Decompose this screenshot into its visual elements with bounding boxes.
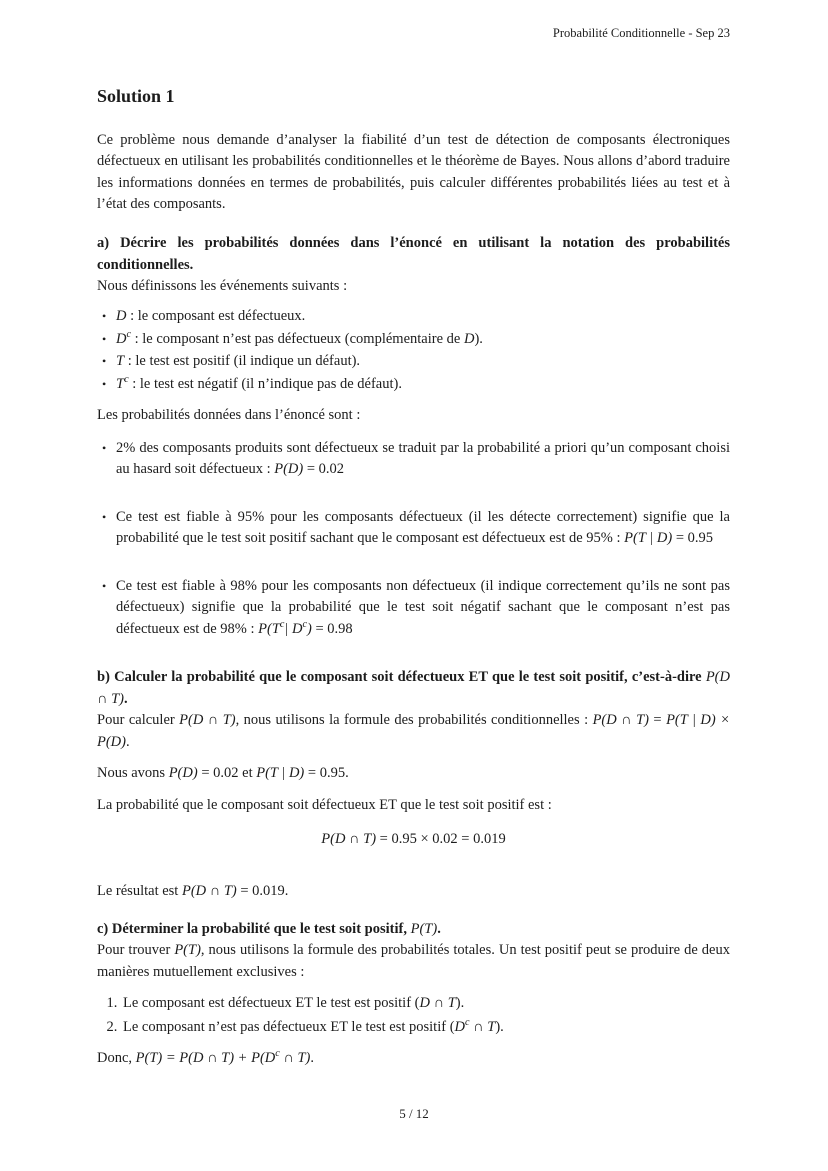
page-footer <box>0 1106 828 1122</box>
section-b-paragraph-2: Nous avons P(D) = 0.02 et P(T | D) = 0.95. <box>97 765 349 781</box>
section-b-heading: b) Calculer la probabilité que le composant soit défectueux ET que le test soit positif, c’est-à-dire P(D ∩ T). <box>97 669 730 707</box>
intro-paragraph: Ce problème nous demande d’analyser la fiabilité d’un test de détection de composants électroniques défectueux en utilisant les probabilités conditionnelles et le théorème de Bayes. Nous allons d’abord traduire les informations données en termes de probabilités, puis calculer différentes probabilités liées au test et à l’état des composants. <box>97 131 730 212</box>
page-number: 5 / 12 <box>399 1106 429 1121</box>
list-item: • Ce test est fiable à 98% pour les composants non défectueux (il indique correctement qu’ils ne sont pas défectueux) signifie que la probabilité que le test soit négatif sachant que le composant n’est pas défectueux est de 98% : $P(T^c|$ $D^c) = 0.98$ <box>116 576 730 641</box>
page-header <box>97 26 730 41</box>
list-item: • 2% des composants produits sont défectueux se traduit par la probabilité a priori qu’un composant choisi au hasard soit défectueux : P(D) = 0.02 <box>116 438 730 481</box>
given-probabilities-list <box>97 438 730 641</box>
section-b-paragraph-1: Pour calculer P(D ∩ T), nous utilisons la formule des probabilités conditionnelles : P(D ∩ T) = P(T | D) × P(D). <box>97 712 730 750</box>
equation-result: P(D ∩ T) = 0.95 × 0.02 = 0.019 <box>321 831 506 847</box>
list-item: 2. Le composant n’est pas défectueux ET le test est positif ($D^c$ ∩ T). <box>121 1017 730 1039</box>
events-list <box>97 306 730 395</box>
list-item: • Ce test est fiable à 95% pour les composants défectueux (il les détecte correctement) signifie que la probabilité que le test soit positif sachant que le composant est défectueux est de 95% : P(T | D) = 0.95 <box>116 507 730 550</box>
list-item: 1. Le composant est défectueux ET le test est positif (D ∩ T). <box>121 993 730 1015</box>
section-a-given-intro: Les probabilités données dans l’énoncé sont : <box>97 407 361 423</box>
cases-list <box>97 993 730 1038</box>
list-item: • $T^c$ : le test est négatif (il n’indique pas de défaut). <box>116 374 730 396</box>
section-c-paragraph-1: Pour trouver P(T), nous utilisons la formule des probabilités totales. Un test positif peut se produire de deux manières mutuellement exclusives : <box>97 942 730 980</box>
section-b-paragraph-3: La probabilité que le composant soit défectueux ET que le test soit positif est : <box>97 796 552 813</box>
header-title: Probabilité Conditionnelle - Sep 23 <box>552 26 730 40</box>
list-item: • $D^c$ : le composant n’est pas défectueux (complémentaire de D). <box>116 329 730 351</box>
list-item: • D : le composant est défectueux. <box>116 306 730 328</box>
section-a-events-intro: Nous définissons les événements suivants : <box>97 277 348 294</box>
list-item: • T : le test est positif (il indique un défaut). <box>116 351 730 373</box>
section-c-paragraph-2: Donc, P(T) = P(D ∩ $T) + P(D^c$ ∩ T). <box>97 1048 314 1066</box>
document-content <box>97 86 730 1080</box>
section-c-heading: c) Déterminer la probabilité que le test soit positif, P(T). <box>97 921 441 937</box>
section-b-paragraph-4: Le résultat est P(D ∩ T) = 0.019. <box>97 882 289 899</box>
section-a-heading: a) Décrire les probabilités données dans l’énoncé en utilisant la notation des probabilités conditionnelles. <box>97 234 730 273</box>
solution-title: Solution 1 <box>97 86 175 106</box>
